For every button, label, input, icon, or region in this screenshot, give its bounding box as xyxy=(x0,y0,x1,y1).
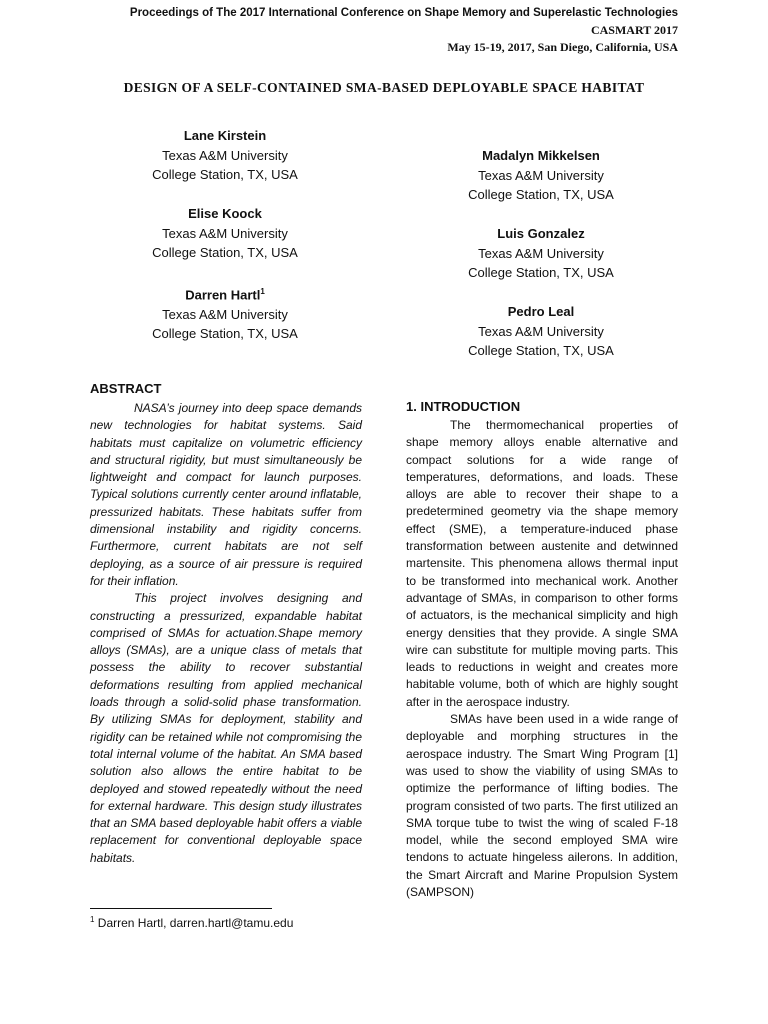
abstract-heading: ABSTRACT xyxy=(90,381,162,396)
introduction-heading: 1. INTRODUCTION xyxy=(406,399,521,414)
introduction-paragraph: The thermomechanical properties of shape memory alloys enable alternative and compact solutions for a wide range of temperatures, deformations, and loads. These alloys are able to recover their shape to a predetermined geometry via the shape memory effect (SME), a temperature-induced phase transformation between austenite and detwinned martensite. This phenomena allows thermal input to be transformed into mechanical work. Another advantage of SMAs, in comparison to other forms of actuators, is the mechanical simplicity and high energy densities that they provide. A single SMA wire can substitute for multiple moving parts. This leads to reductions in weight and creates more habitable volume, both of which are highly sought after in the aerospace industry. xyxy=(406,418,678,709)
author-name-line xyxy=(105,282,345,305)
conference-short-name: CASMART 2017 xyxy=(590,23,678,37)
author-block xyxy=(105,282,345,344)
author-block xyxy=(105,126,345,185)
author-block xyxy=(105,204,345,263)
author-affiliation: Texas A&M University xyxy=(478,167,604,183)
conference-header: Proceedings of The 2017 International Conference on Shape Memory and Superelastic Technologies xyxy=(129,7,678,19)
author-block xyxy=(421,224,661,283)
author-location: College Station, TX, USA xyxy=(152,167,298,182)
author-location: College Station, TX, USA xyxy=(468,187,614,202)
author-affiliation: Texas A&M University xyxy=(162,306,288,322)
introduction-body xyxy=(406,417,678,901)
paper-title: DESIGN OF A SELF-CONTAINED SMA-BASED DEPLOYABLE SPACE HABITAT xyxy=(123,80,645,95)
author-block xyxy=(421,302,661,361)
footnote-marker: 1 xyxy=(90,915,95,924)
author-name: Lane Kirstein xyxy=(183,128,267,143)
author-location: College Station, TX, USA xyxy=(152,326,298,342)
author-name: Darren Hartl xyxy=(185,287,261,303)
author-affiliation: Texas A&M University xyxy=(162,147,288,163)
footnote-marker: 1 xyxy=(260,287,265,296)
author-block xyxy=(421,146,661,205)
author-affiliation: Texas A&M University xyxy=(478,323,604,339)
author-affiliation: Texas A&M University xyxy=(478,245,604,261)
author-affiliation: Texas A&M University xyxy=(162,225,288,241)
abstract-paragraph: NASA’s journey into deep space demands new technologies for habitat systems. Said habitats must capitalize on volumetric efficiency and structural rigidity, but must simultaneously be lightweight and compact for launch purposes. Typical solutions currently center around inflatable, pressurized habitats. These habitats suffer from dimensional instability and rigidity concerns. Furthermore, current habitats are not self deploying, as a source of air pressure is required for their inflation. xyxy=(90,401,362,588)
abstract-paragraph: This project involves designing and constructing a pressurized, expandable habitat comprised of SMAs for actuation.Shape memory alloys (SMAs), are a unique class of metals that possess the ability to recover substantial deformations resulting from applied mechanical loads through a solid-solid phase transformation. By utilizing SMAs for deployment, stability and rigidity can be retained while not compromising the total internal volume of the habitat. An SMA based solution also allows the entire habitat to be deployed and stowed repeatedly without the need for external hardware. This design study illustrates that an SMA based deployable habit offers a viable replacement for conventional deployable space habitats. xyxy=(90,591,362,865)
footnote xyxy=(90,915,293,930)
conference-dates-location: May 15-19, 2017, San Diego, California, USA xyxy=(447,40,678,54)
introduction-paragraph: SMAs have been used in a wide range of deployable and morphing structures in the aerospace industry. The Smart Wing Program [1] was used to show the viability of using SMAs to optimize the performance of lifting bodies. The program consisted of two parts. The first utilized an SMA torque tube to twist the wing of scaled F-18 model, while the second employed SMA wire tendons to actuate hingeless ailerons. In addition, the Smart Aircraft and Marine Propulsion System (SAMPSON) xyxy=(406,712,678,900)
footnote-text: Darren Hartl, darren.hartl@tamu.edu xyxy=(94,916,294,930)
footnote-divider xyxy=(90,908,272,909)
author-name: Pedro Leal xyxy=(507,304,575,319)
author-location: College Station, TX, USA xyxy=(152,245,298,260)
author-name: Madalyn Mikkelsen xyxy=(482,148,600,163)
author-name: Luis Gonzalez xyxy=(497,226,585,241)
author-location: College Station, TX, USA xyxy=(468,343,614,358)
author-name: Elise Koock xyxy=(188,206,262,221)
abstract-body xyxy=(90,400,362,867)
author-location: College Station, TX, USA xyxy=(468,265,614,280)
